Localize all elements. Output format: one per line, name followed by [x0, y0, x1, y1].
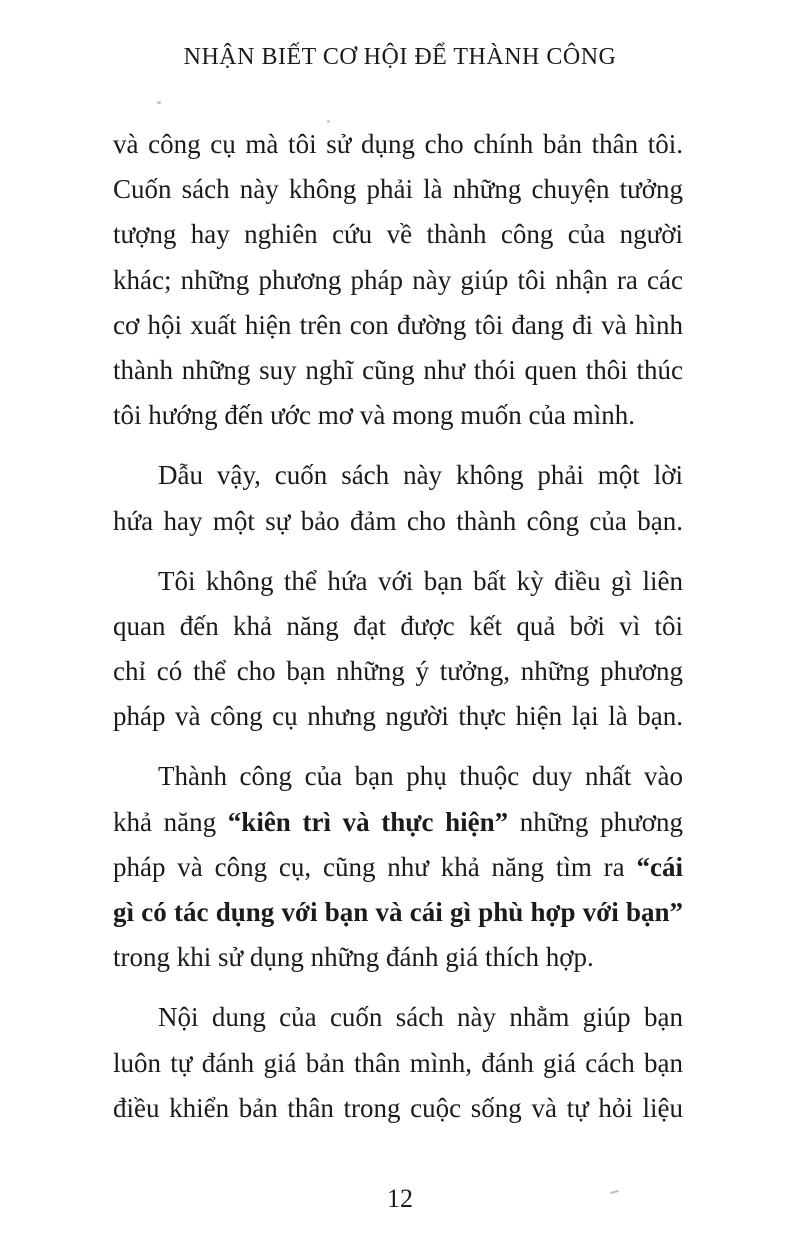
text-line [113, 453, 683, 498]
bold-text-segment: “kiên trì và thực hiện” [227, 806, 509, 837]
text-line [113, 348, 683, 393]
text-line [113, 935, 683, 980]
text-line [113, 212, 683, 257]
scan-speck [157, 101, 161, 104]
text-line [113, 604, 683, 649]
text-segment: Thành công của bạn phụ thuộc duy nhất vào [158, 761, 683, 792]
text-line [113, 649, 683, 694]
text-segment: chỉ có thể cho bạn những ý tưởng, những phương [113, 656, 683, 687]
text-line [113, 890, 683, 935]
text-line [113, 754, 683, 799]
text-segment: tượng hay nghiên cứu về thành công của người [113, 219, 683, 250]
text-line [113, 122, 683, 167]
text-segment: những phương [508, 806, 683, 837]
bold-text-segment: gì có tác dụng với bạn và cái gì phù hợp với bạn” [113, 897, 683, 927]
bold-text-segment: “cái [636, 851, 683, 882]
text-line [113, 995, 683, 1040]
paragraph [113, 453, 683, 543]
text-line [113, 694, 683, 739]
text-segment: cơ hội xuất hiện trên con đường tôi đang đi và hình [113, 309, 683, 340]
text-segment: pháp và công cụ nhưng người thực hiện lại là bạn. [113, 701, 683, 732]
text-line [113, 167, 683, 212]
text-segment: Cuốn sách này không phải là những chuyện tưởng [113, 174, 683, 205]
page-number: 12 [387, 1184, 413, 1213]
text-segment: hứa hay một sự bảo đảm cho thành công của bạn. [113, 505, 683, 536]
text-line [113, 559, 683, 604]
text-line [113, 393, 683, 438]
text-segment: điều khiển bản thân trong cuộc sống và tự hỏi liệu [113, 1092, 683, 1123]
text-segment: Tôi không thể hứa với bạn bất kỳ điều gì liên [158, 565, 683, 596]
text-line [113, 499, 683, 544]
body-paragraphs [113, 122, 683, 1131]
text-line [113, 1041, 683, 1086]
text-segment: trong khi sử dụng những đánh giá thích hợp. [113, 942, 594, 973]
text-segment: thành những suy nghĩ cũng như thói quen thôi thúc [113, 354, 683, 385]
text-segment: khác; những phương pháp này giúp tôi nhận ra các [113, 264, 683, 295]
text-segment: pháp và công cụ, cũng như khả năng tìm ra [113, 851, 637, 882]
text-line [113, 1086, 683, 1131]
paragraph [113, 754, 683, 980]
paragraph [113, 122, 683, 438]
text-segment: tôi hướng đến ước mơ và mong muốn của mình. [113, 400, 636, 431]
text-segment: Dẫu vậy, cuốn sách này không phải một lời [158, 460, 683, 491]
text-line [113, 845, 683, 890]
paragraph [113, 559, 683, 740]
running-header: NHẬN BIẾT CƠ HỘI ĐỂ THÀNH CÔNG [183, 44, 617, 70]
text-segment: quan đến khả năng đạt được kết quả bởi vì tôi [113, 610, 683, 641]
text-segment: khả năng [113, 806, 228, 837]
paragraph [113, 995, 683, 1131]
text-line [113, 303, 683, 348]
text-segment: và công cụ mà tôi sử dụng cho chính bản thân tôi. [113, 129, 683, 159]
text-line [113, 800, 683, 845]
text-segment: Nội dung của cuốn sách này nhằm giúp bạn [158, 1002, 683, 1033]
text-segment: luôn tự đánh giá bản thân mình, đánh giá cách bạn [113, 1047, 683, 1078]
text-line [113, 258, 683, 303]
